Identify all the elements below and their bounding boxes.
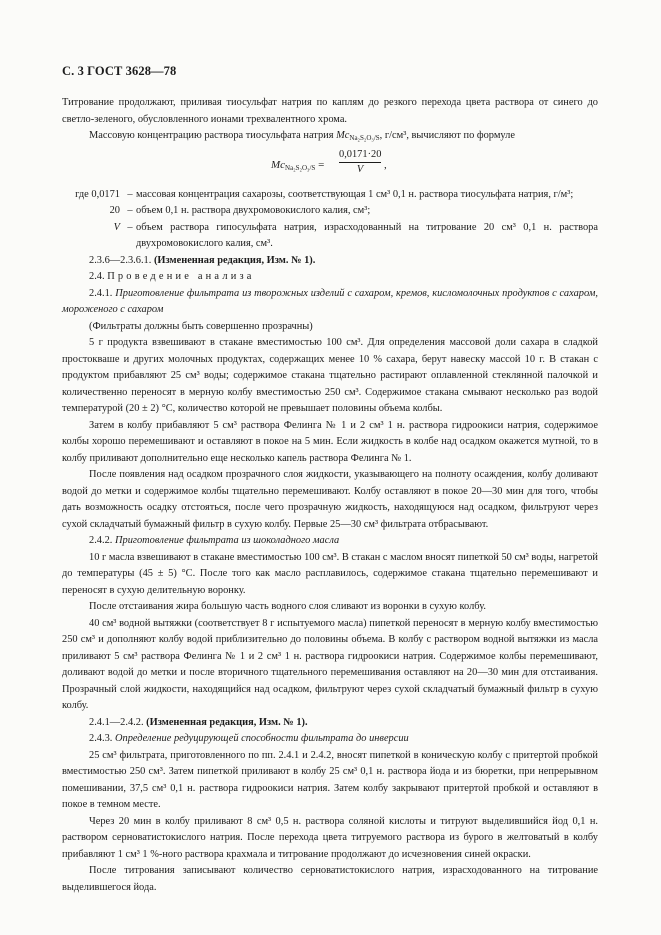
where-dash: –: [127, 221, 133, 233]
amendment-note-2412: 2.4.1—2.4.2. (Измененная редакция, Изм. № 1).: [89, 716, 308, 728]
paragraph: Затем в колбу прибавляют 5 см³ раствора Фелинга № 1 и 2 см³ 1 н. раствора гидроокиси натрия, содержимое колбы хорошо перемешивают и оставляют в покое на 5 мин. Если жидкость в колбе над осадком окажется мутной, то в колбу приливают дополнительно еще несколько капель раствора Фелинга № 1.: [62, 419, 598, 464]
where-item-desc: объем раствора гипосульфата натрия, израсходованный на титрование 20 см³ 0,1 н. раствора двухромовокислого калия, см³.: [136, 221, 598, 249]
document-body: [62, 95, 598, 896]
formula-denominator: V: [356, 163, 364, 175]
paragraph: 40 см³ водной вытяжки (соответствует 8 г испытуемого масла) пипеткой переносят в мерную колбу вместимостью 250 см³ и дополняют колбу водой приблизительно до половины объема. В колбу с раствором водной вытяжки из масла приливают 5 см³ раствора Фелинга № 1 и 2 см³ 1 н. раствора гидроокиси натрия. Содержимое колбы перемешивают, доливают водой до метки и после вторичного тщательного перемешивания оставляют на 20—30 мин для отстаивания. Прозрачный слой жидкости, находящийся над осадком, фильтруют через сухой складчатый бумажный фильтр в сухую колбу.: [62, 617, 598, 711]
where-symbol: V: [113, 221, 120, 233]
formula-fraction: [339, 148, 381, 177]
where-dash: –: [127, 205, 133, 216]
formula-subscript: Na₂S₂O₃/S: [285, 163, 316, 172]
formula-numerator: 0,0171·20: [339, 148, 381, 163]
paragraph: Через 20 мин в колбу приливают 8 см³ 0,5 н. раствора соляной кислоты и титруют выделившийся йод 0,1 н. раствором серноватистокислого натрия. После перехода цвета титруемого раствора из бурого в желтоватый в колбу прибавляют 1 см³ 1 %-ного раствора крахмала и титрование продолжают до исчезновения синей окраски.: [62, 815, 598, 860]
paragraph-concentration-intro: [62, 128, 598, 145]
where-item-desc: массовая концентрация сахарозы, соответствующая 1 см³ 0,1 н. раствора тиосульфата натрия, г/м³;: [136, 188, 574, 200]
paragraph-titration-continue: Титрование продолжают, приливая тиосульфат натрия по каплям до резкого перехода цвета раствора от синего до светло-зеленого, обусловленного ионами трехвалентного хрома.: [62, 97, 598, 125]
paragraph: 10 г масла взвешивают в стакане вместимостью 100 см³. В стакан с маслом вносят пипеткой 50 см³ воды, нагретой до температуры (45 ± 5) °С. После того как масло расплавилось, содержимое стакана тщательно перемешивают и переносят в сухую делительную воронку.: [62, 551, 598, 596]
where-item-desc: объем 0,1 н. раствора двухромовокислого калия, см³;: [136, 205, 371, 216]
concentration-intro-tail: , г/см³, вычисляют по формуле: [379, 130, 515, 141]
paragraph: После отстаивания жира большую часть водного слоя сливают из воронки в сухую колбу.: [89, 601, 486, 612]
where-dash: –: [127, 188, 133, 200]
paragraph: После титрования записывают количество серноватистокислого натрия, израсходованного на титрование выделившегося йода.: [62, 865, 598, 893]
paragraph: 5 г продукта взвешивают в стакане вместимостью 100 см³. Для определения массовой доли сахара в сладкой простокваше и других молочных продуктах, содержащих менее 10 % сахара, берут навеску массой 10 г. В стакан с продуктом прибавляют 25 см³ воды; содержимое стакана тщательно растирают оплавленной стеклянной палочкой и количественно переносят в мерную колбу вместимостью 250 см³. Содержимое стакана смывают несколько раз водой температурой (20 ± 2) °С, количество которой не превышает половины объема колбы.: [62, 337, 598, 414]
where-list: [62, 187, 598, 253]
page-header: С. 3 ГОСТ 3628—78: [62, 64, 177, 78]
section-heading-2-4-2: 2.4.2. Приготовление фильтрата из шоколадного масла: [89, 535, 340, 546]
inline-formula-subscript: Na₂S₂O₃/S: [349, 134, 380, 142]
amendment-note-236: 2.3.6—2.3.6.1. (Измененная редакция, Изм. № 1).: [89, 254, 316, 266]
inline-formula-symbol: Mc: [336, 130, 350, 141]
paragraph: 25 см³ фильтрата, приготовленного по пп. 2.4.1 и 2.4.2, вносят пипеткой в коническую колбу с притертой пробкой вместимостью 250 см³. Затем пипеткой приливают в колбу 25 см³ 0,1 н. раствора йода и из бюретки, при непрерывном помешивании, 37,5 см³ 0,1 н. раствора гидроокиси натрия. Затем колбу закрывают притертой пробкой и оставляют в покое в темном месте.: [62, 749, 598, 810]
concentration-intro-text: Массовую концентрацию раствора тиосульфата натрия: [89, 130, 334, 141]
section-heading-2-4-1: 2.4.1. Приготовление фильтрата из творожных изделий с сахаром, кремов, кисломолочных продуктов с сахаром, мороженого с сахаром: [62, 287, 598, 315]
formula-block: [62, 147, 598, 183]
where-symbol: 20: [109, 205, 120, 216]
paragraph: После появления над осадком прозрачного слоя жидкости, указывающего на полноту осаждения, колбу доливают водой до метки и содержимое колбы тщательно перемешивают. Колбу оставляют в покое 20—30 мин для того, чтобы дать возможность осадку отстояться, после чего прозрачную жидкость, находящуюся над осадком, фильтруют через сухой складчатый бумажный фильтр в сухую колбу. Первые 25—30 см³ фильтрата отбрасывают.: [62, 469, 598, 530]
formula-comma: ,: [384, 158, 387, 171]
filtrate-note: (Фильтраты должны быть совершенно прозрачны): [89, 320, 313, 332]
where-lead: где 0,0171: [75, 188, 120, 200]
formula-symbol: Mc: [271, 158, 286, 171]
section-heading-2-4: 2.4. Проведение анализа: [89, 271, 255, 282]
formula-lhs: $Mc_{Na_2S_2O_3/S}$ =: [271, 158, 325, 172]
section-heading-2-4-3: 2.4.3. Определение редуцирующей способности фильтрата до инверсии: [89, 733, 409, 744]
